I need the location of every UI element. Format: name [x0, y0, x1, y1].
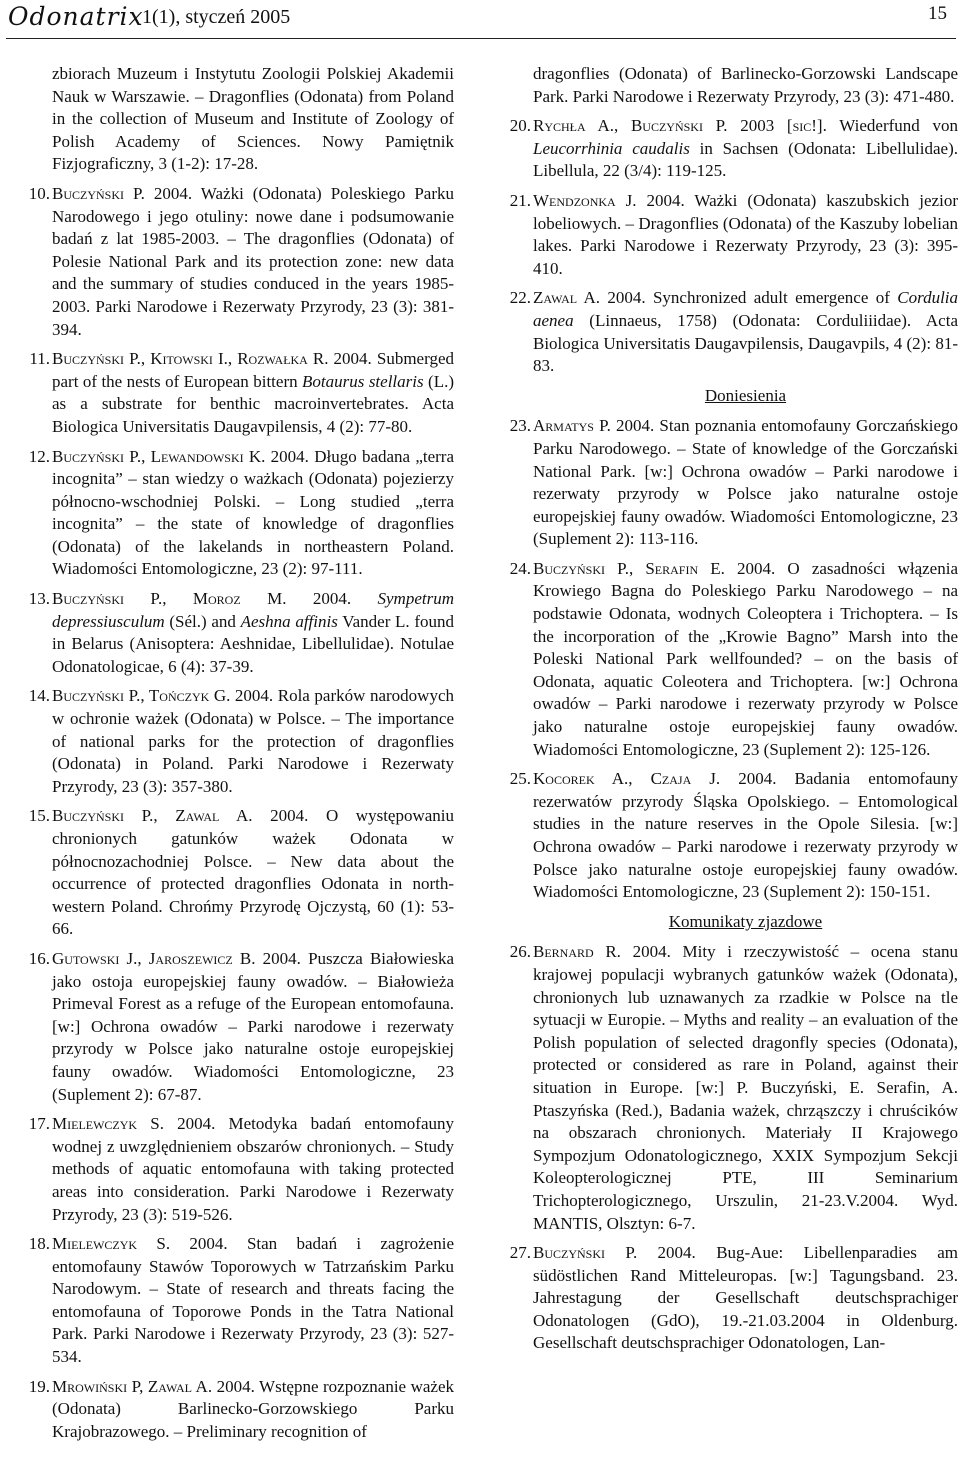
reference-text: Vander L. found in Belarus (Anisoptera: Aeshnidae, Libellulidae). Notulae Odonatologicae, 6 (4): 37-39. [52, 611, 455, 676]
reference-15 [28, 805, 455, 941]
continued-reference: zbiorach Muzeum i Instytutu Zoologii Polskiej Akademii Nauk w Warszawie. – Dragonflies (Odonata) from Poland in the collection of Museum and Institute of Zoology of Polish Academy of Sciences. Nowy Pamiętnik Fizjograficzny, 3 (1-2): 17-28. [52, 64, 454, 174]
section-heading-congress: Komunikaty zjazdowe [668, 911, 823, 931]
reference-authors: Buczyński P., Tończyk G. 2004. [52, 686, 274, 706]
reference-16 [28, 948, 455, 1106]
reference-authors: Buczyński P., Lewandowski K. 2004. [52, 446, 309, 466]
reference-text: O zasadności włązenia Krowiego Bagna do Poleskiego Parku Narodowego – na podstawie Odonata, wodnych Coleoptera i Trichoptera. – Is the incorporation of the „Krowie Bagno” Marsh into the Poleski National Park wellfounded? – on the basis of Odonata, aquatic Coleotera and Trichoptera. [w:] Ochrona owadów – Parki narodowe i rezerwaty przyrody w Polsce jako naturalne ostoje europejskiej fauny owadów. Wiadomości Entomologiczne, 23 (Suplement 2): 125-126. [533, 558, 958, 759]
reference-number: 14. [28, 686, 50, 706]
page-header [0, 0, 960, 40]
reference-number: 27. [509, 1243, 531, 1263]
reference-text: Puszcza Białowieska jako ostoja europejskiej fauny owadów. – Białowieża Primeval Forest as a refuge of the European entomofauna. [w:] Ochrona owadów – Parki narodowe i rezerwaty przyrody w Polsce jako naturalne ostoje europejskiej fauny owadów. Wiadomości Entomologiczne, 23 (Suplement 2): 67-87. [52, 948, 455, 1104]
reference-authors: Buczyński P., Zawal A. 2004. [52, 806, 309, 826]
reference-20 [509, 115, 959, 183]
reference-19 [28, 1376, 454, 1444]
left-column [28, 63, 455, 1450]
reference-18 [28, 1233, 454, 1369]
reference-number: 10. [28, 183, 50, 203]
reference-number: 18. [28, 1234, 50, 1254]
reference-text: Wstępne rozpoznanie ważek (Odonata) Barlinecko-Gorzowskiego Parku Krajobrazowego. – Preliminary recognition of [52, 1376, 454, 1441]
reference-number: 13. [28, 589, 50, 609]
species-name: Botaurus stellaris [302, 371, 424, 391]
reference-text: Synchronized adult emergence of [652, 288, 890, 308]
reference-authors: Armatys P. 2004. [533, 416, 655, 436]
reference-21 [509, 190, 958, 280]
reference-authors: Zawal A. 2004. [533, 288, 646, 308]
reference-text: (L.) as a substrate for benthic macroinvertebrates. Acta Biologica Universitatis Daugavpilensis, 4 (2): 77-80. [52, 371, 455, 436]
reference-25 [509, 768, 958, 904]
reference-authors: Kocorek A., Czaja J. 2004. [533, 769, 777, 789]
reference-number: 25. [509, 769, 531, 789]
reference-number: 12. [28, 446, 50, 466]
reference-number: 23. [509, 416, 531, 436]
reference-number: 22. [509, 288, 531, 308]
reference-text: in Sachsen (Odonata: Libellulidae). Libellula, 22 (3/4): 119-125. [533, 138, 959, 181]
reference-24 [509, 558, 958, 761]
right-column [509, 63, 959, 1362]
reference-authors: Buczyński P., Moroz M. 2004. [52, 589, 352, 609]
species-name: Cordulia aenea [533, 288, 959, 330]
reference-authors: Buczyński P., Serafin E. 2004. [533, 558, 776, 578]
reference-26 [509, 941, 959, 1235]
reference-text: O występowaniu chronionych gatunków ważek Odonata w północnozachodniej Polsce. – New data about the occurrence of protected dragonflies Odonata in north-western Poland. Chrońmy Przyrodę Ojczystą, 60 (1): 53-66. [52, 806, 455, 939]
reference-number: 17. [28, 1114, 50, 1134]
reference-number: 20. [509, 116, 531, 136]
reference-text: Stan badań i zagrożenie entomofauny Stawów Toporowych w Tatrzańskim Parku Narodowym. – State of research and threats facing the entomofauna of Toporowe Ponds in the Tatra National Park. Parki Narodowe i Rezerwaty Przyrody, 23 (3): 527-534. [52, 1234, 454, 1367]
reference-authors: Mrowiński P, Zawal A. 2004. [52, 1376, 255, 1396]
header-divider [6, 38, 956, 39]
reference-27 [509, 1242, 959, 1355]
reference-authors: Mielewczyk S. 2004. [52, 1114, 216, 1134]
reference-text: Ważki (Odonata) kaszubskich jezior lobeliowych. – Dragonflies (Odonata) of the Kaszuby lobelian lakes. Parki Narodowe i Rezerwaty Przyrody, 23 (3): 395-410. [533, 190, 958, 278]
reference-10 [28, 183, 454, 341]
reference-authors: Gutowski J., Jaroszewicz B. 2004. [52, 948, 301, 968]
reference-12 [28, 446, 455, 582]
reference-17 [28, 1113, 455, 1226]
reference-text: Submerged part of the nests of European bittern [52, 349, 454, 391]
reference-authors: Bernard R. 2004. [533, 942, 671, 962]
reference-text: Bug-Aue: Libellenparadies am südöstlichen Rand Mitteleuropas. [w:] Tagungsband. 23. Jahrestagung der Gesellschaft deutschsprachiger Odonatologen (GdO), 19.-21.03.2004 in Oldenburg. Gesellschaft deutschsprachiger Odonatologen, Lan- [533, 1243, 959, 1353]
reference-number: 16. [28, 948, 50, 968]
reference-22 [509, 287, 959, 377]
reference-text: Badania entomofauny rezerwatów przyrody Śląska Opolskiego. – Entomological studies in the nature reserves in the Opole Silesia. [w:] Ochrona owadów – Parki narodowe i rezerwaty przyrody w Polsce jako naturalne ostoje europejskiej fauny owadów. Wiadomości Entomologiczne, 23 (Suplement 2): 150-151. [533, 769, 958, 902]
continued-reference: dragonflies (Odonata) of Barlinecko-Gorzowski Landscape Park. Parki Narodowe i Rezerwaty Przyrody, 23 (3): 471-480. [533, 64, 958, 106]
reference-number: 24. [509, 558, 531, 578]
reference-authors: Rychła A., Buczyński P. 2003 [sic!]. [533, 116, 827, 136]
reference-text: (Linnaeus, 1758) (Odonata: Corduliiidae). Acta Biologica Universitatis Daugavpilensis, Daugavpils, 4 (2): 81-83. [533, 310, 958, 376]
reference-14 [28, 685, 454, 798]
reference-text: Długo badana „terra incognita” – stan wiedzy o ważkach (Odonata) pojezierzy północno-wschodniej Polski. – Long studied „terra incognita” – the state of knowledge of dragonflies (Odonata) of the lakelands in northeastern Poland. Wiadomości Entomologiczne, 23 (2): 97-111. [52, 446, 455, 579]
reference-number: 11. [29, 349, 50, 369]
species-name: Leucorrhinia caudalis [533, 138, 690, 158]
reference-number: 21. [509, 190, 531, 210]
reference-authors: Buczyński P. 2004. [52, 183, 193, 203]
reference-authors: Buczyński P. 2004. [533, 1243, 696, 1263]
reference-text: (Sél.) and [169, 611, 236, 631]
species-name: Aeshna affinis [240, 611, 338, 631]
reference-text: Wiederfund von [839, 116, 958, 136]
reference-number: 19. [28, 1376, 50, 1396]
journal-title: Odonatrix [8, 2, 144, 31]
reference-text: Metodyka badań entomofauny wodnej z uwzględnieniem obszarów chronionych. – Study methods of aquatic entomofauna with taking protected areas into consideration. Parki Narodowe i Rezerwaty Przyrody, 23 (3): 519-526. [52, 1114, 455, 1224]
reference-number: 15. [28, 806, 50, 826]
reference-text: Mity i rzeczywistość – ocena stanu krajowej populacji wybranych gatunków ważek (Odonata), chronionych lub uznawanych za rzadkie w Polsce na tle sytuacji w Europie. – Myths and reality – an evaluation of the Polish population of selected dragonfly species (Odonata), protected or considered as rare in Poland, against their situation in Europe. [w:] P. Buczyński, E. Serafin, A. Ptaszyńska (Red.), Badania ważek, chrząszczy i chruścików na obszarach chronionych. Materiały II Krajowego Sympozjum Odonatologicznego, XXIX Sympozjum Sekcji Koleopterologicznej PTE, III Seminarium Trichopterologicznego, Urszulin, 21-23.V.2004. Wyd. MANTIS, Olsztyn: 6-7. [533, 942, 959, 1233]
reference-11 [29, 348, 455, 438]
section-heading-reports: Doniesienia [704, 385, 787, 405]
issue-info: 1(1), styczeń 2005 [142, 6, 291, 28]
reference-text: Ważki (Odonata) Poleskiego Parku Narodowego i jego otuliny: nowe dane i podsumowanie badań z lat 1985-2003. – The dragonflies (Odonata) of Polesie National Park and its protection zone: new data and the summary of studies conduced in the years 1985-2003. Parki Narodowe i Rezerwaty Przyrody, 23 (3): 381-394. [52, 183, 454, 339]
page-number: 15 [928, 3, 947, 24]
species-name: Sympetrum depressiusculum [52, 589, 454, 631]
reference-authors: Mielewczyk S. 2004. [52, 1234, 228, 1254]
reference-text: Stan poznania entomofauny Gorczańskiego Parku Narodowego. – State of knowledge of the Gorczański National Park. [w:] Ochrona owadów – Parki narodowe i rezerwaty przyrody w Polsce jako naturalne ostoje europejskiej fauny owadów. Wiadomości Entomologiczne, 23 (Suplement 2): 113-116. [533, 416, 959, 549]
reference-authors: Wendzonka J. 2004. [533, 190, 685, 210]
reference-23 [509, 415, 959, 551]
reference-authors: Buczyński P., Kitowski I., Rozwałka R. 2004. [52, 349, 372, 369]
reference-number: 26. [509, 942, 531, 962]
reference-text: Rola parków narodowych w ochronie ważek (Odonata) w Polsce. – The importance of national parks for the protection of dragonflies (Odonata) in Poland. Parki Narodowe i Rezerwaty Przyrody, 23 (3): 357-380. [52, 686, 454, 796]
reference-13 [28, 588, 455, 678]
